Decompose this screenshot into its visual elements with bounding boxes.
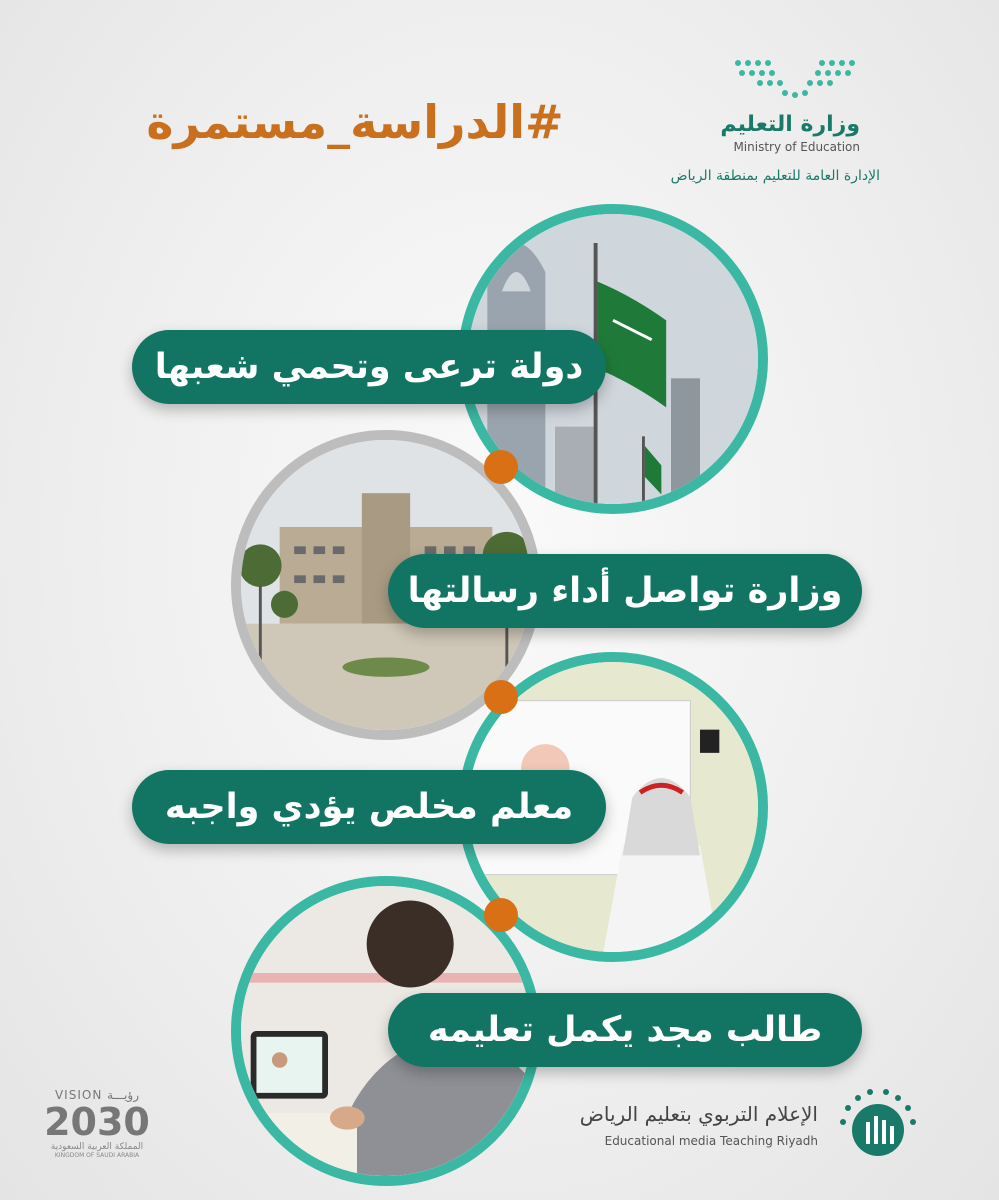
edu-media-ar: الإعلام التربوي بتعليم الرياض <box>579 1102 818 1126</box>
edu-media-logo-icon <box>838 1086 918 1166</box>
caption-pill-2: وزارة تواصل أداء رسالتها <box>388 554 862 628</box>
vision-top-text: VISION رؤيـــة <box>54 1088 140 1102</box>
vision-year-text: 2030 <box>44 1100 150 1144</box>
ministry-name-ar: وزارة التعليم <box>720 112 860 137</box>
orange-dot-2 <box>484 680 518 714</box>
ministry-logo-icon <box>730 55 860 105</box>
vision-country-en: KINGDOM OF SAUDI ARABIA <box>54 1152 140 1159</box>
edu-media-en: Educational media Teaching Riyadh <box>604 1134 818 1148</box>
hashtag-title: #الدراسة_مستمرة <box>146 95 564 149</box>
vision-2030-logo <box>42 1088 152 1166</box>
orange-dot-1 <box>484 450 518 484</box>
caption-pill-1: دولة ترعى وتحمي شعبها <box>132 330 606 404</box>
caption-pill-4: طالب مجد يكمل تعليمه <box>388 993 862 1067</box>
region-admin-text: الإدارة العامة للتعليم بمنطقة الرياض <box>670 168 880 184</box>
orange-dot-3 <box>484 898 518 932</box>
caption-pill-3: معلم مخلص يؤدي واجبه <box>132 770 606 844</box>
vision-country-ar: المملكة العربية السعودية <box>50 1142 144 1152</box>
ministry-name-en: Ministry of Education <box>733 140 860 154</box>
